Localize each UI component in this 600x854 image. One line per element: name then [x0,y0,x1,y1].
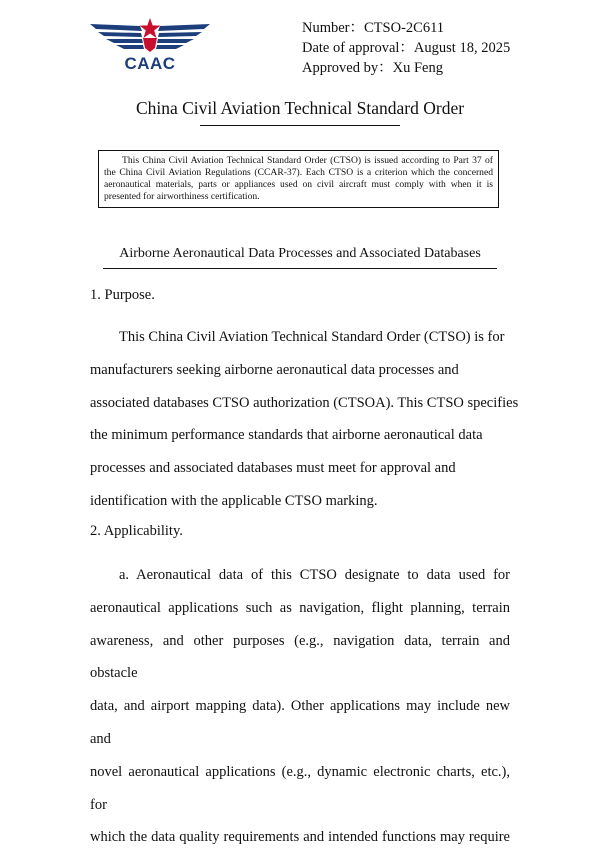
paragraph-line: This China Civil Aviation Technical Standard Order (CTSO) is for [119,329,505,345]
paragraph-line: data, and airport mapping data). Other applications may include new and [90,698,510,747]
paragraph-line: awareness, and other purposes (e.g., navigation data, terrain and obstacle [90,632,510,682]
paragraph-line: the minimum performance standards that airborne aeronautical data [90,427,483,444]
paragraph-line: which the data quality requirements and intended functions may require [90,829,510,846]
logo-text: CAAC [124,54,176,73]
paragraph-line: aeronautical applications such as navigation, flight planning, terrain [90,599,510,616]
caac-wings-star-icon [88,14,212,56]
document-number: Number：CTSO-2C611 [302,20,445,36]
document-title: China Civil Aviation Technical Standard Order [135,98,465,118]
approved-by: Approved by：Xu Feng [302,60,443,76]
subject-underline [103,268,497,269]
document-meta [302,18,510,78]
paragraph-line: novel aeronautical applications (e.g., dynamic electronic charts, etc.), for [90,763,510,813]
applicability-paragraph [90,559,510,854]
paragraph-line: associated databases CTSO authorization (CTSOA). This CTSO specifies [90,394,519,411]
ctso-notice-box: This China Civil Aviation Technical Standard Order (CTSO) is issued according to Part 37 of the China Civil Aviation Regulations (CCAR-37). Each CTSO is a criterion which the concerned aeronautical materials, parts or appliances used on civil aircraft must comply with when it is presented for airworthiness certification. [98,150,499,208]
section-heading-applicability: 2. Applicability. [90,523,183,539]
section-heading-purpose: 1. Purpose. [90,287,155,303]
paragraph-line: identification with the applicable CTSO marking. [90,492,378,509]
title-underline [200,125,400,126]
approval-date: Date of approval：August 18, 2025 [302,40,511,56]
paragraph-line: a. Aeronautical data of this CTSO designate to data used for [119,567,510,583]
caac-logo [88,14,212,78]
paragraph-line: processes and associated databases must meet for approval and [90,460,456,477]
purpose-paragraph [90,321,519,518]
subject-title: Airborne Aeronautical Data Processes and Associated Databases [119,246,481,261]
paragraph-line: manufacturers seeking airborne aeronautical data processes and [90,361,459,378]
